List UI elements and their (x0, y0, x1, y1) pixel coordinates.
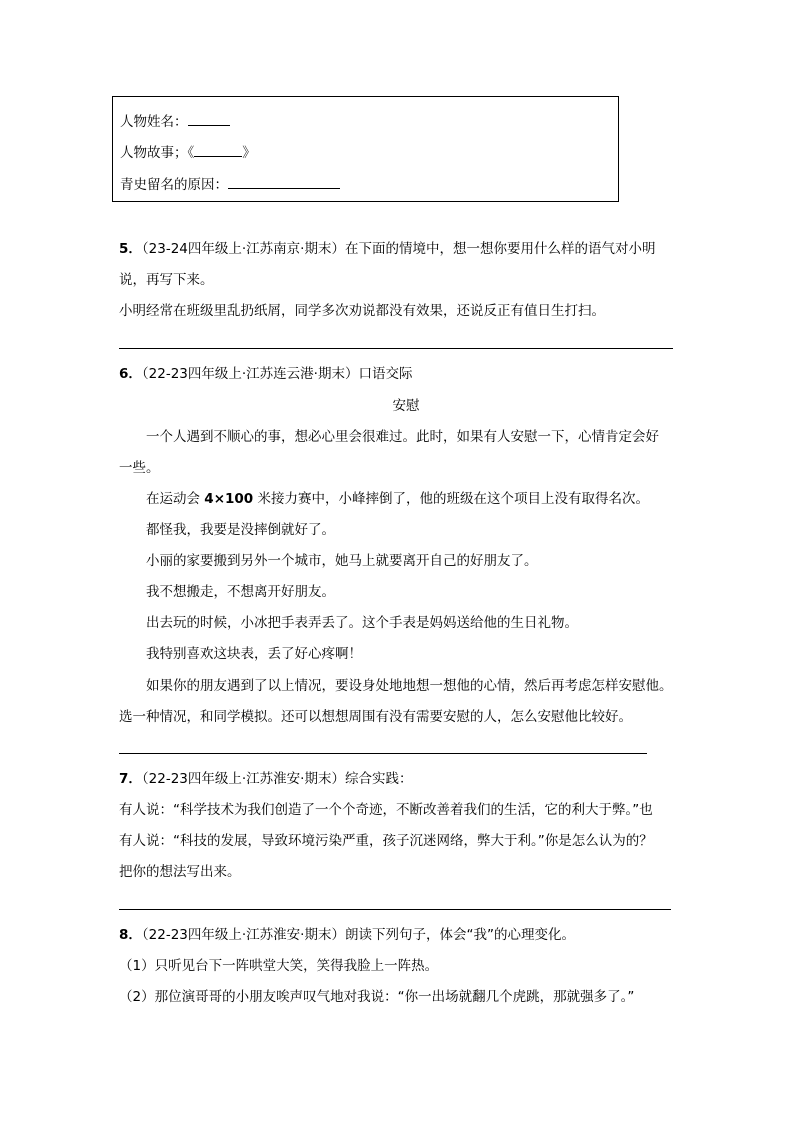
q6-source: （22-23四年级上·江苏连云港·期末） (141, 366, 359, 382)
answer-box (112, 96, 619, 202)
q7-topic: 综合实践： (344, 771, 413, 787)
q8-item2-number: （2） (119, 989, 155, 1005)
q6-intro-line1: 一个人遇到不顺心的事，想必心里会很难过。此时，如果有人安慰一下，心情肯定会好 (146, 429, 659, 445)
q6-quote2: 我不想搬走，不想离开好朋友。 (146, 584, 335, 600)
q5-number: 5． (119, 241, 142, 257)
q8-item1-number: （1） (119, 958, 155, 974)
q7-line1: 有人说：“科学技术为我们创造了一个个奇迹，不断改善着我们的生活，它的利大于弊。”也 (119, 802, 653, 818)
reason-blank[interactable] (228, 176, 340, 189)
q6-quote1: 都怪我，我要是没摔倒就好了。 (146, 522, 335, 538)
person-story-end: 》 (242, 145, 256, 161)
q6-title: 安慰 (392, 398, 420, 414)
q8-source: （22-23四年级上·江苏淮安·期末） (141, 927, 345, 943)
q7-line3: 把你的想法写出来。 (119, 864, 241, 880)
q6-scenario3: 出去玩的时候，小冰把手表弄丢了。这个手表是妈妈送给他的生日礼物。 (146, 615, 578, 631)
q6-number: 6． (119, 366, 142, 382)
person-story-row (120, 141, 256, 161)
q5-line3: 小明经常在班级里乱扔纸屑，同学多次劝说都没有效果，还说反正有值日生打扫。 (119, 303, 605, 319)
q6-topic: 口语交际 (358, 366, 413, 382)
q8-item2-text: 那位演哥哥的小朋友唉声叹气地对我说：“你一出场就翻几个虎跳，那就强多了。” (154, 989, 635, 1005)
q8-item1-text: 只听见台下一阵哄堂大笑，笑得我脸上一阵热。 (154, 958, 439, 974)
q6-prompt-line1: 如果你的朋友遇到了以上情况，要设身处地地想一想他的心情，然后再考虑怎样安慰他。 (146, 678, 673, 694)
person-name-row (120, 110, 230, 130)
q7-heading (119, 769, 412, 789)
q6-quote3: 我特别喜欢这块表，丢了好心疼啊！ (146, 646, 362, 662)
q6-scenario1-a: 在运动会 (146, 491, 200, 507)
q8-number: 8． (119, 927, 142, 943)
reason-label: 青史留名的原因： (120, 177, 228, 193)
q5-source: （23-24四年级上·江苏南京·期末） (141, 241, 345, 257)
q8-item1 (119, 956, 438, 976)
q6-scenario1 (146, 489, 649, 509)
person-story-blank[interactable] (194, 144, 242, 157)
q7-line2: 有人说：“科技的发展，导致环境污染严重，孩子沉迷网络，弊大于利。”你是怎么认为的？ (119, 833, 653, 849)
q7-number: 7． (119, 771, 142, 787)
q6-scenario1-number: 4×100 (204, 491, 254, 507)
q5-heading (119, 239, 655, 259)
q8-topic: 朗读下列句子，体会“我”的心理变化。 (344, 927, 575, 943)
q6-scenario1-b: 米接力赛中，小峰摔倒了，他的班级在这个项目上没有取得名次。 (257, 491, 649, 507)
q6-intro-line2: 一些。 (119, 460, 160, 476)
q6-prompt-line2: 选一种情况，和同学模拟。还可以想想周围有没有需要安慰的人，怎么安慰他比较好。 (119, 709, 632, 725)
q5-line2: 说，再写下来。 (119, 272, 214, 288)
q6-heading (119, 364, 412, 384)
person-name-label: 人物姓名： (120, 114, 188, 130)
q6-scenario2: 小丽的家要搬到另外一个城市，她马上就要离开自己的好朋友了。 (146, 553, 538, 569)
q5-answer-line[interactable] (119, 348, 673, 349)
q5-line1: 在下面的情境中，想一想你要用什么样的语气对小明 (344, 241, 656, 257)
q8-item2 (119, 987, 634, 1007)
reason-row (120, 173, 340, 193)
q6-answer-line[interactable] (119, 753, 647, 754)
q8-heading (119, 925, 575, 945)
q7-source: （22-23四年级上·江苏淮安·期末） (141, 771, 345, 787)
person-name-blank[interactable] (188, 113, 230, 126)
person-story-label: 人物故事；《 (120, 145, 195, 161)
q7-answer-line[interactable] (119, 909, 671, 910)
